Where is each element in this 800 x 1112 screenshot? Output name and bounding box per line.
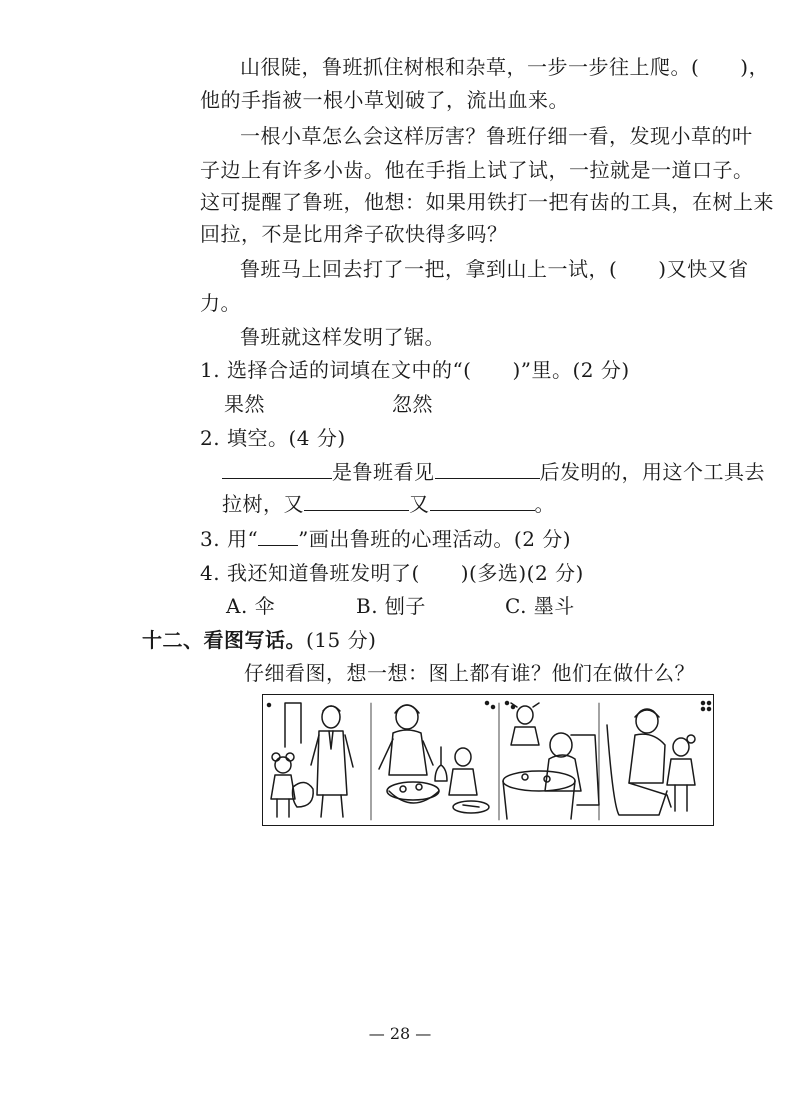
passage-line-8: 力。 [200, 291, 241, 315]
q2-text-3: 拉树，又 [222, 492, 304, 516]
q2-blank-4[interactable] [430, 492, 535, 511]
passage-line-6: 回拉，不是比用斧子砍快得多吗？ [200, 222, 508, 246]
passage-line-2: 他的手指被一根小草划破了，流出血来。 [200, 88, 569, 112]
question-3 [200, 526, 571, 552]
q2-line-1 [222, 459, 765, 485]
question-1: 1. 选择合适的词填在文中的“( )”里。(2 分) [200, 358, 630, 382]
passage-line-4: 子边上有许多小齿。他在手指上试了试，一拉就是一道口子。 [200, 158, 754, 182]
section-12-heading [142, 627, 376, 653]
passage-line-1: 山很陡，鲁班抓住树根和杂草，一步一步往上爬。( )， [240, 55, 770, 79]
panel-2-scene [371, 703, 489, 820]
section-12-title: 十二、看图写话。 [142, 628, 306, 652]
panel-4-scene [599, 702, 711, 821]
passage-line-9: 鲁班就这样发明了锯。 [240, 325, 445, 349]
q3-underline-sample [258, 527, 298, 546]
panel-1-scene [268, 703, 354, 817]
picture-strip-drawing [263, 695, 712, 824]
q2-line-2 [222, 491, 555, 517]
passage-line-5: 这可提醒了鲁班，他想：如果用铁打一把有齿的工具，在树上来 [200, 190, 774, 214]
section-12-points: (15 分) [306, 628, 377, 652]
q2-text-2: 后发明的，用这个工具去 [539, 460, 765, 484]
q2-text-4: 又 [409, 492, 430, 516]
q4-option-a: A. 伞 [226, 594, 276, 618]
passage-line-3: 一根小草怎么会这样厉害？鲁班仔细一看，发现小草的叶 [240, 124, 753, 148]
passage-line-7: 鲁班马上回去打了一把，拿到山上一试，( )又快又省 [240, 257, 749, 281]
question-2: 2. 填空。(4 分) [200, 426, 346, 450]
q4-option-c: C. 墨斗 [505, 594, 575, 618]
q2-text-5: 。 [534, 492, 555, 516]
q3-text-post: ”画出鲁班的心理活动。(2 分) [298, 527, 572, 551]
q2-blank-2[interactable] [435, 460, 540, 479]
q2-blank-1[interactable] [222, 460, 332, 479]
question-4: 4. 我还知道鲁班发明了( )(多选)(2 分) [200, 561, 584, 585]
section-12-prompt: 仔细看图，想一想：图上都有谁？他们在做什么？ [244, 661, 695, 685]
q1-option-b: 忽然 [392, 392, 433, 416]
picture-strip [262, 694, 714, 826]
q2-blank-3[interactable] [304, 492, 409, 511]
q1-option-a: 果然 [224, 392, 265, 416]
q4-option-b: B. 刨子 [356, 594, 426, 618]
q2-text-1: 是鲁班看见 [332, 460, 435, 484]
q3-text-pre: 3. 用“ [200, 527, 259, 551]
page-number: — 28 — [368, 1024, 432, 1043]
panel-3-scene [486, 702, 600, 821]
